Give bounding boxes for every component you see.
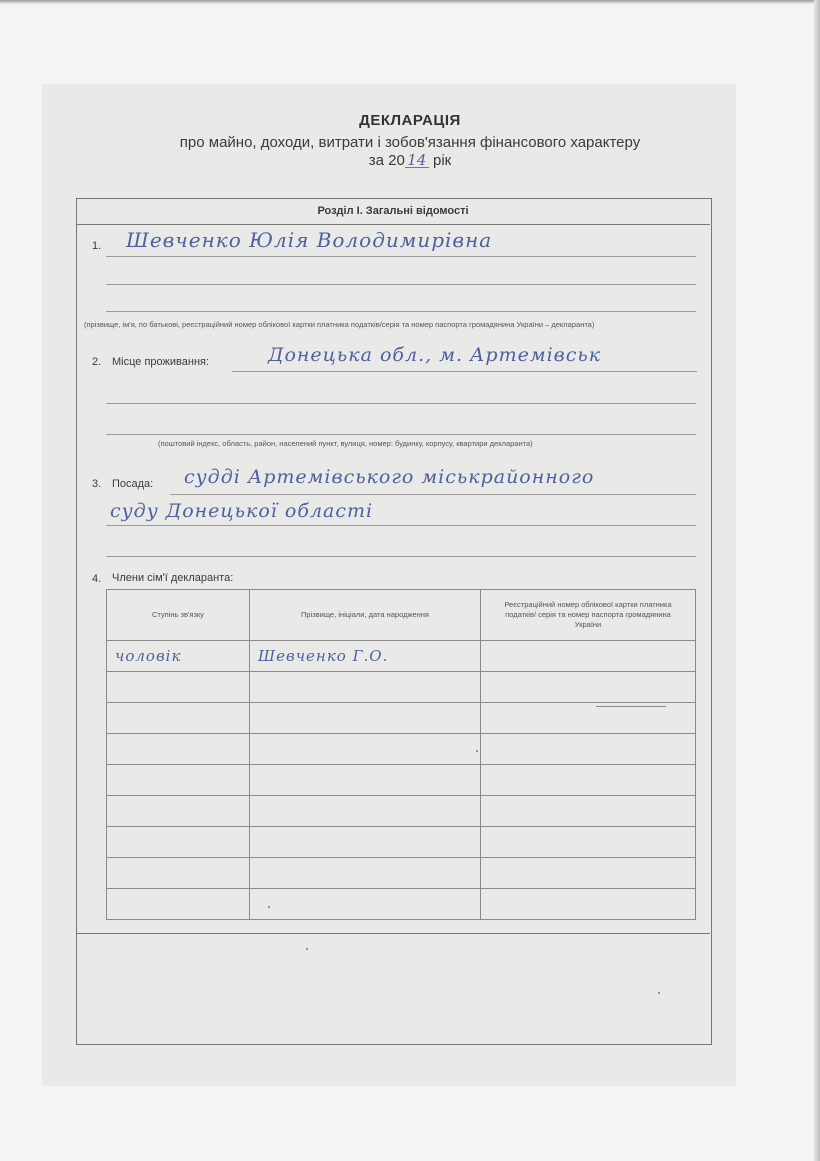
table-cell: [481, 734, 696, 765]
table-row: [107, 796, 696, 827]
field2-number: 2.: [92, 356, 102, 368]
table-cell: [107, 827, 250, 858]
table-cell: [107, 858, 250, 889]
table-cell: [107, 889, 250, 920]
scan-artifact-line: [596, 706, 666, 707]
table-row: [107, 734, 696, 765]
table-cell: [481, 858, 696, 889]
table-row: [107, 672, 696, 703]
table-cell: [481, 765, 696, 796]
field3-line-1: [170, 494, 696, 495]
table-row: [107, 765, 696, 796]
col-header-tax-id-passport: Реєстраційний номер облікової картки платника податків/ серія та номер паспорта громадянина України: [481, 590, 696, 641]
table-cell: [250, 796, 481, 827]
year-prefix: за 20: [368, 152, 405, 169]
section-title: Розділ І. Загальні відомості: [76, 198, 710, 225]
field3-position-handwritten-2: суду Донецької області: [110, 500, 374, 522]
table-cell: [481, 827, 696, 858]
field4-number: 4.: [92, 573, 102, 585]
scan-artifact-dot: [268, 906, 270, 908]
field4-label: Члени сім'ї декларанта:: [112, 572, 234, 584]
table-cell: [250, 858, 481, 889]
table-header-row: [107, 590, 696, 641]
col-header-relationship: Ступінь зв'язку: [107, 590, 250, 641]
table-row: [107, 703, 696, 734]
field3-line-3: [106, 556, 696, 557]
table-cell: [250, 765, 481, 796]
field3-label: Посада:: [112, 478, 154, 490]
declaration-title: ДЕКЛАРАЦІЯ: [359, 112, 461, 129]
table-cell: [107, 703, 250, 734]
scan-top-edge: [0, 0, 820, 4]
table-cell-relationship: чоловік: [107, 641, 250, 672]
field2-line-1: [232, 371, 697, 372]
field2-label: Місце проживання:: [112, 356, 210, 368]
family-members-table: [106, 589, 696, 920]
table-cell-name: Шевченко Г.О.: [250, 641, 481, 672]
table-cell: [250, 889, 481, 920]
table-cell: [107, 672, 250, 703]
form-bottom-divider: [76, 933, 710, 934]
table-cell: [481, 703, 696, 734]
table-cell: [250, 734, 481, 765]
field3-position-handwritten-1: судді Артемівського міськрайонного: [184, 466, 595, 488]
scan-right-edge: [814, 0, 820, 1161]
table-cell: [250, 672, 481, 703]
year-suffix: рік: [433, 152, 452, 169]
table-row: [107, 858, 696, 889]
table-cell: [481, 796, 696, 827]
table-cell: [250, 703, 481, 734]
field1-number: 1.: [92, 240, 102, 252]
field1-line-3: [106, 311, 696, 312]
table-cell: [107, 796, 250, 827]
field2-caption: (поштовий індекс, область, район, населений пункт, вулиця, номер: будинку, корпусу, квартири декларанта): [158, 439, 533, 448]
table-cell-tax-id: [481, 641, 696, 672]
field3-line-2: [106, 525, 696, 526]
table-cell: [107, 734, 250, 765]
table-cell: [107, 765, 250, 796]
field2-address-handwritten: Донецька обл., м. Артемівськ: [268, 344, 602, 366]
table-cell: [481, 672, 696, 703]
field1-caption: (прізвище, ім'я, по батькові, реєстраційний номер облікової картки платника податків/серія та номер паспорта громадянина України – декларанта): [84, 320, 595, 329]
field1-line-2: [106, 284, 696, 285]
year-handwritten: 14: [405, 153, 429, 168]
field1-name-handwritten: Шевченко Юлія Володимирівна: [126, 228, 493, 252]
table-cell: [481, 889, 696, 920]
scan-artifact-dot: [306, 948, 308, 950]
declaration-year-line: [0, 152, 820, 169]
table-cell: [250, 827, 481, 858]
table-row: [107, 641, 696, 672]
table-row: [107, 827, 696, 858]
field1-line-1: [106, 256, 696, 257]
table-row: [107, 889, 696, 920]
field3-number: 3.: [92, 478, 102, 490]
scan-artifact-dot: [658, 992, 660, 994]
scan-artifact-dot: [476, 750, 478, 752]
col-header-name-birthdate: Прізвище, ініціали, дата народження: [250, 590, 481, 641]
field2-line-2: [106, 403, 696, 404]
declaration-subtitle: про майно, доходи, витрати і зобов'язання фінансового характеру: [179, 134, 641, 151]
field2-line-3: [106, 434, 696, 435]
